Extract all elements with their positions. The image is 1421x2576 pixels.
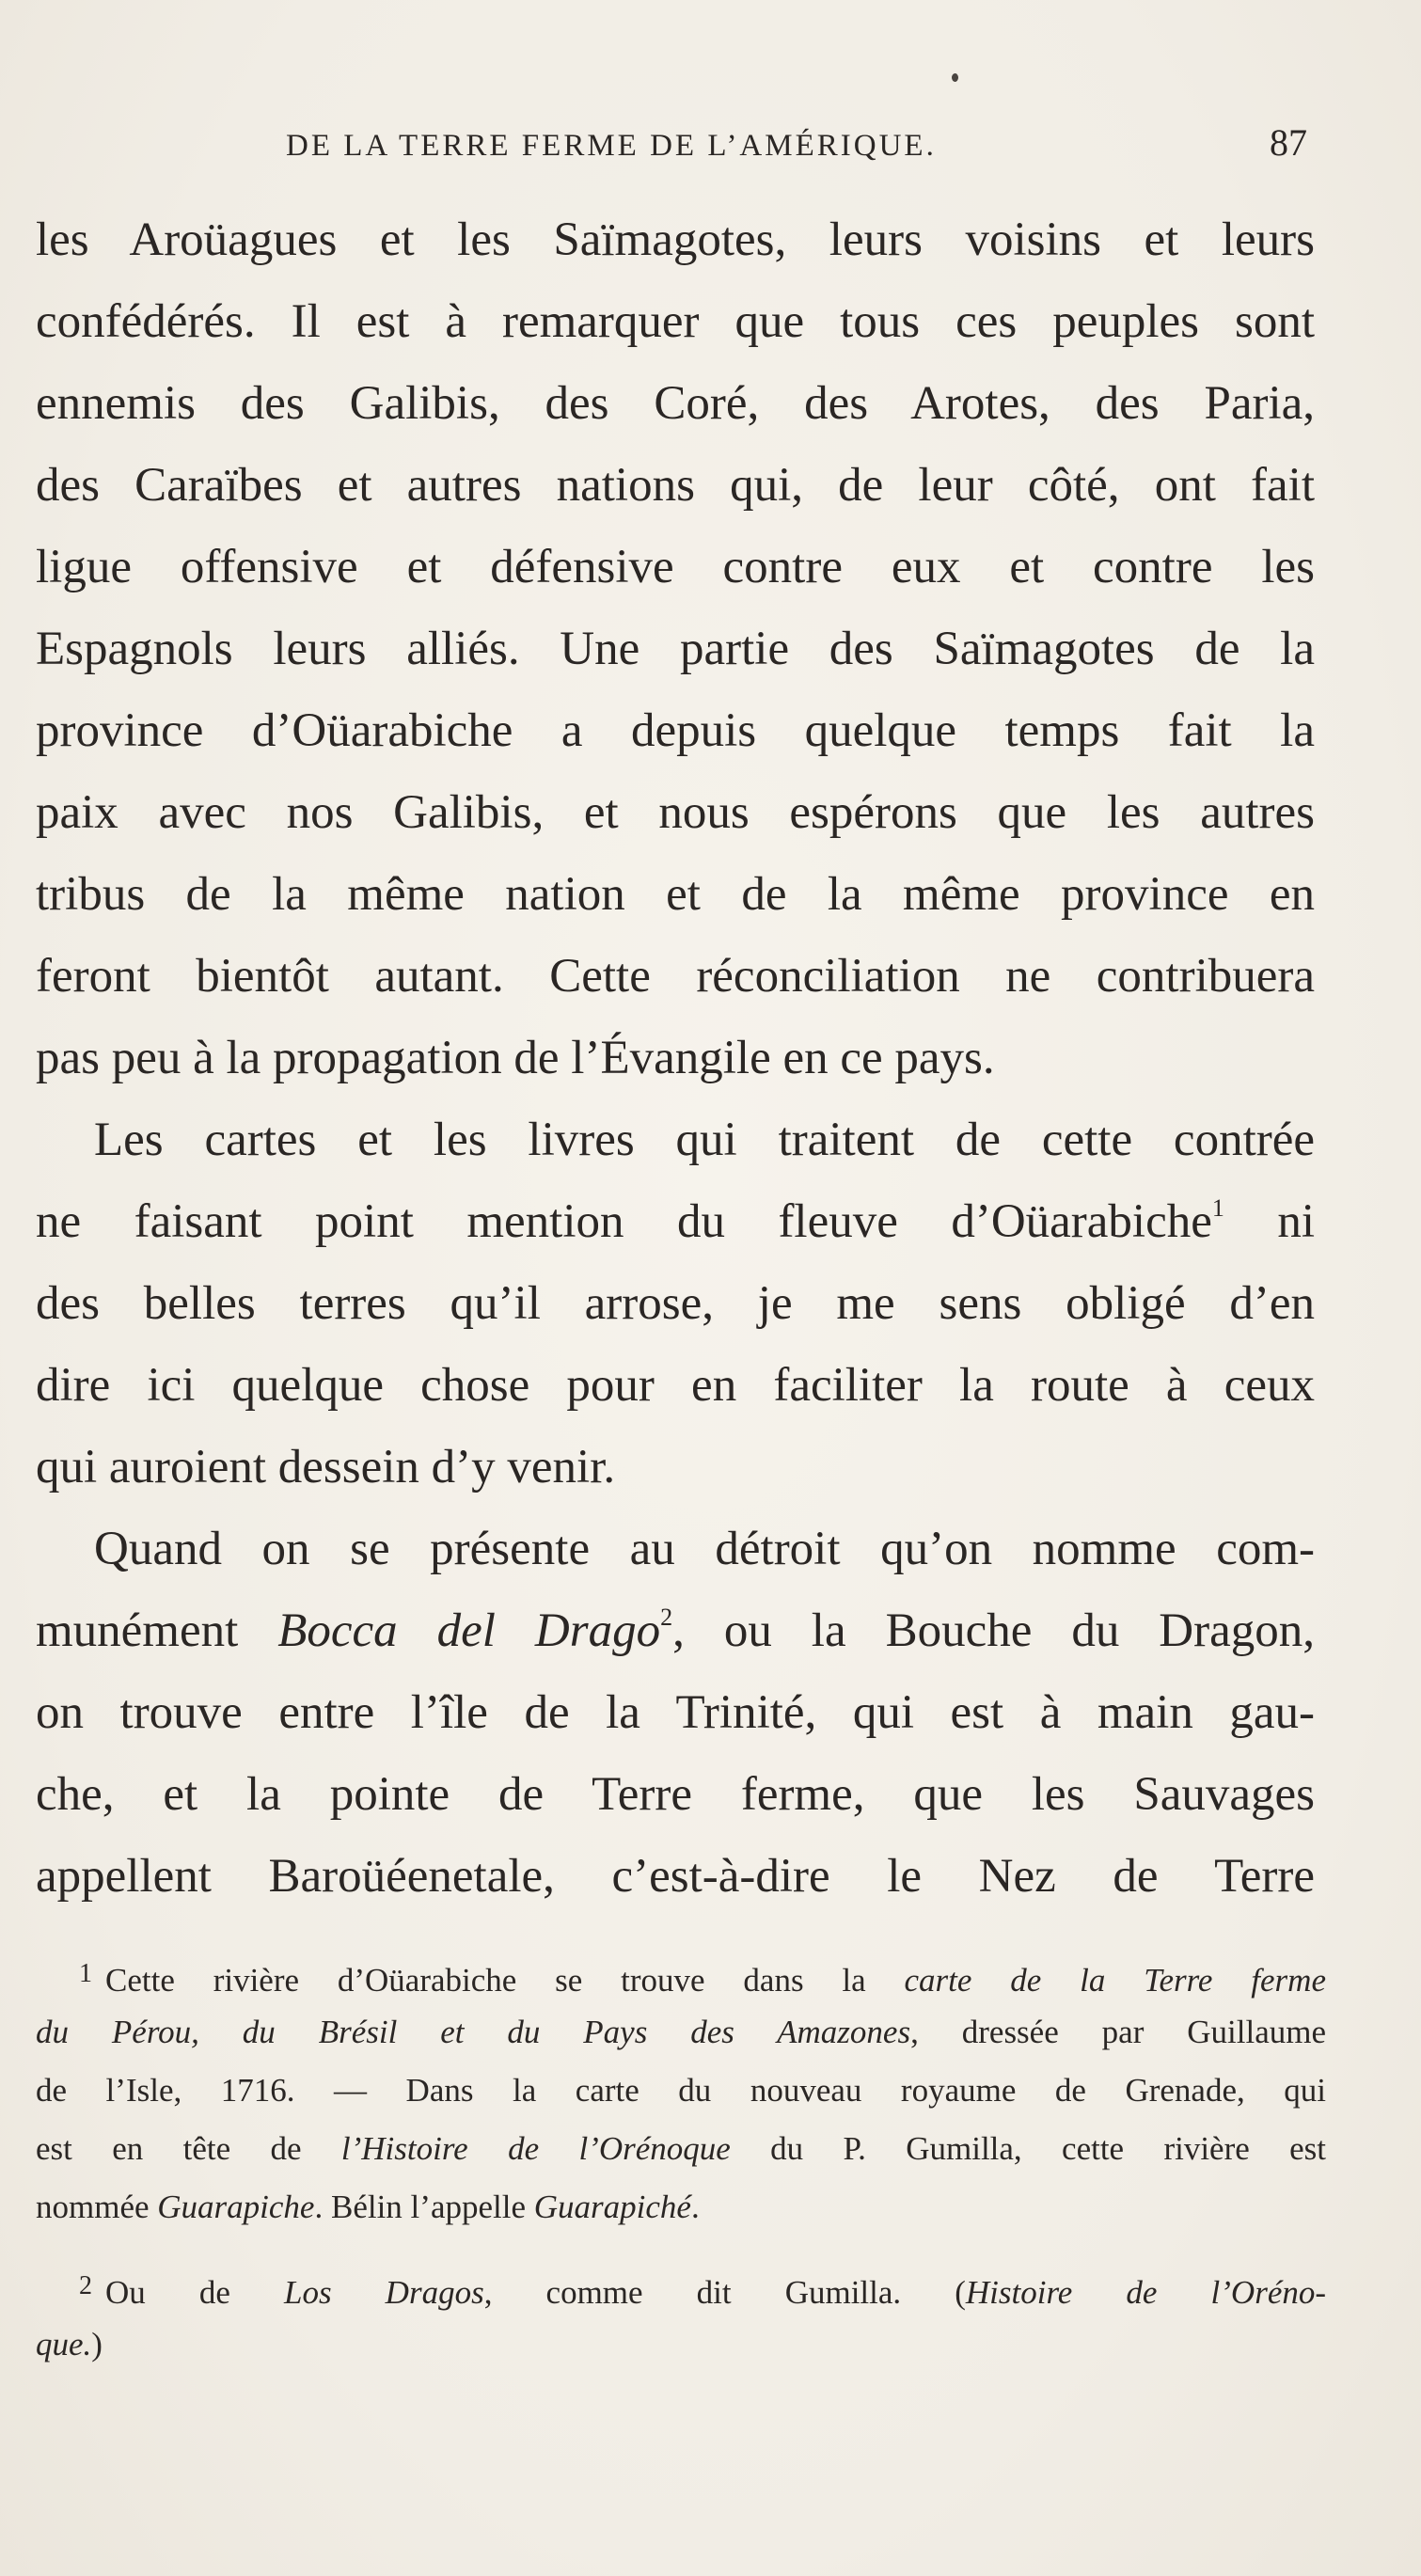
text-line: paix avec nos Galibis, et nous espérons que les autres — [36, 786, 1315, 839]
text-run: ne faisant point mention du fleuve d’Oüarabiche — [36, 1195, 1212, 1248]
footnote-line: de l’Isle, 1716. — Dans la carte du nouveau royaume de Grenade, qui — [36, 2072, 1326, 2109]
italic-text: Guarapiché — [533, 2189, 691, 2225]
footnote-line — [36, 2003, 1326, 2062]
text-run: ni — [1224, 1195, 1316, 1248]
italic-text: Los Dragos — [284, 2274, 484, 2311]
italic-text: Guarapiche — [157, 2189, 315, 2225]
text-run: . Bélin l’appelle — [314, 2189, 534, 2225]
text-line: les Aroüagues et les Saïmagotes, leurs voisins et leurs — [36, 213, 1315, 266]
footnote-line — [36, 2315, 1326, 2374]
text-line: ennemis des Galibis, des Coré, des Arotes, des Paria, — [36, 377, 1315, 430]
footnote-line — [36, 2178, 1326, 2236]
italic-text: l’Histoire de l’Orénoque — [340, 2130, 731, 2167]
text-line: feront bientôt autant. Cette réconciliation ne contribuera — [36, 950, 1315, 1003]
footnote-ref: 2 — [660, 1604, 673, 1631]
text-line: Espagnols leurs alliés. Une partie des Saïmagotes de la — [36, 623, 1315, 675]
text-run: ) — [91, 2326, 103, 2363]
text-run: , dressée par Guillaume — [910, 2014, 1326, 2050]
text-line: on trouve entre l’île de la Trinité, qui est à main gau- — [36, 1686, 1315, 1739]
text-line: dire ici quelque chose pour en faciliter la route à ceux — [36, 1359, 1315, 1412]
text-line: pas peu à la propagation de l’Évangile en ce pays. — [36, 1032, 995, 1084]
text-line: des belles terres qu’il arrose, je me sens obligé d’en — [36, 1277, 1315, 1330]
italic-text: que. — [36, 2326, 92, 2363]
italic-text: du Pérou, du Brésil et du Pays des Amazones — [36, 2014, 911, 2050]
footnote-line — [36, 1945, 1326, 2003]
text-line: qui auroient dessein d’y venir. — [36, 1441, 616, 1493]
footnote-line — [36, 2257, 1326, 2315]
page-number: 87 — [1270, 121, 1307, 164]
footnotes — [36, 1945, 1326, 2374]
text-run: . — [690, 2189, 700, 2225]
italic-text: Bocca del Drago — [277, 1604, 661, 1657]
footnote-mark: 2 — [79, 2271, 92, 2300]
text-line: che, et la pointe de Terre ferme, que les Sauvages — [36, 1768, 1315, 1821]
italic-text: carte de la Terre ferme — [904, 1962, 1326, 1999]
text-run: est en tête de — [36, 2130, 341, 2167]
text-line: appellent Baroüéenetale, c’est-à-dire le Nez de Terre — [36, 1850, 1315, 1903]
text-line: ligue offensive et défensive contre eux et contre les — [36, 541, 1315, 593]
text-line: tribus de la même nation et de la même province en — [36, 868, 1315, 921]
text-run: du P. Gumilla, cette rivière est — [730, 2130, 1327, 2167]
text-run: nommée — [36, 2189, 158, 2225]
italic-text: Histoire de l’Oréno- — [965, 2274, 1327, 2311]
text-run: munément — [36, 1604, 278, 1657]
text-run: Cette rivière d’Oüarabiche se trouve dans la — [105, 1962, 905, 1999]
body-text — [36, 199, 1315, 1918]
footnote-line — [36, 2120, 1326, 2178]
text-line — [36, 1590, 1315, 1672]
page-header — [286, 120, 1307, 167]
text-line: des Caraïbes et autres nations qui, de leur côté, ont fait — [36, 459, 1315, 512]
text-line — [36, 1181, 1315, 1263]
ink-speck — [952, 73, 958, 82]
footnote-mark: 1 — [79, 1959, 92, 1988]
text-run: Ou de — [105, 2274, 284, 2311]
text-run: , ou la Bouche du Dragon, — [672, 1604, 1315, 1657]
text-line: province d’Oüarabiche a depuis quelque temps fait la — [36, 704, 1315, 757]
text-line: confédérés. Il est à remarquer que tous ces peuples sont — [36, 295, 1315, 348]
running-head: DE LA TERRE FERME DE L’AMÉRIQUE. — [286, 129, 937, 163]
footnote-ref: 1 — [1211, 1194, 1224, 1222]
text-line: Les cartes et les livres qui traitent de cette contrée — [94, 1114, 1315, 1166]
footnote-gap — [36, 2236, 1326, 2257]
text-line: Quand on se présente au détroit qu’on nomme com- — [94, 1523, 1315, 1575]
text-run: , comme dit Gumilla. ( — [483, 2274, 966, 2311]
